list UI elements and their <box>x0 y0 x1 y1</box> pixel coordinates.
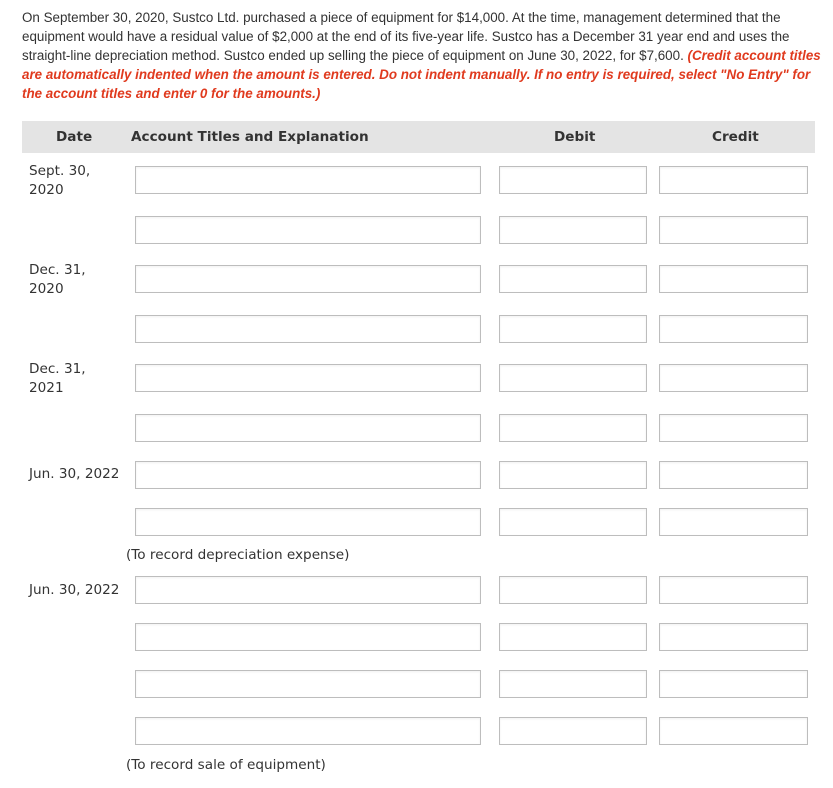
credit-input[interactable] <box>659 461 808 489</box>
header-date: Date <box>56 129 93 145</box>
problem-statement <box>22 8 822 103</box>
entry-date: Jun. 30, 2022 <box>29 582 120 598</box>
entry-date: Sept. 30, 2020 <box>29 163 91 198</box>
account-title-input[interactable] <box>135 216 481 244</box>
debit-input[interactable] <box>499 315 647 343</box>
credit-input[interactable] <box>659 623 808 651</box>
debit-input[interactable] <box>499 717 647 745</box>
credit-input[interactable] <box>659 216 808 244</box>
table-header <box>22 121 815 153</box>
debit-input[interactable] <box>499 414 647 442</box>
debit-input[interactable] <box>499 461 647 489</box>
account-title-input[interactable] <box>135 414 481 442</box>
header-account-titles: Account Titles and Explanation <box>131 129 369 145</box>
credit-input[interactable] <box>659 576 808 604</box>
account-title-input[interactable] <box>135 265 481 293</box>
debit-input[interactable] <box>499 216 647 244</box>
debit-input[interactable] <box>499 670 647 698</box>
account-title-input[interactable] <box>135 166 481 194</box>
credit-input[interactable] <box>659 166 808 194</box>
entry-date: Dec. 31, 2021 <box>29 361 86 396</box>
debit-input[interactable] <box>499 508 647 536</box>
instruction-note: (Credit account titles are automatically indented when the amount is entered. Do not indent manually. If no entry is required, select "No Entry" for the account titles and enter 0 for the amounts.) <box>22 48 821 101</box>
credit-input[interactable] <box>659 508 808 536</box>
problem-text: On September 30, 2020, Sustco Ltd. purchased a piece of equipment for $14,000. At the time, management determined that the equipment would have a residual value of $2,000 at the end of its five-year life. Sustco has a December 31 year end and uses the straight-line depreciation method. Sustco ended up selling the piece of equipment on June 30, 2022, for $7,600. <box>22 10 790 63</box>
debit-input[interactable] <box>499 265 647 293</box>
credit-input[interactable] <box>659 670 808 698</box>
debit-input[interactable] <box>499 623 647 651</box>
header-credit: Credit <box>712 129 759 145</box>
credit-input[interactable] <box>659 414 808 442</box>
account-title-input[interactable] <box>135 670 481 698</box>
entry-date: Dec. 31, 2020 <box>29 262 86 297</box>
credit-input[interactable] <box>659 717 808 745</box>
account-title-input[interactable] <box>135 623 481 651</box>
credit-input[interactable] <box>659 315 808 343</box>
credit-input[interactable] <box>659 364 808 392</box>
account-title-input[interactable] <box>135 461 481 489</box>
explanation-text: (To record sale of equipment) <box>126 757 326 773</box>
account-title-input[interactable] <box>135 364 481 392</box>
account-title-input[interactable] <box>135 717 481 745</box>
debit-input[interactable] <box>499 364 647 392</box>
account-title-input[interactable] <box>135 576 481 604</box>
account-title-input[interactable] <box>135 315 481 343</box>
debit-input[interactable] <box>499 576 647 604</box>
credit-input[interactable] <box>659 265 808 293</box>
debit-input[interactable] <box>499 166 647 194</box>
entry-date: Jun. 30, 2022 <box>29 466 120 482</box>
explanation-text: (To record depreciation expense) <box>126 547 350 563</box>
header-debit: Debit <box>554 129 596 145</box>
account-title-input[interactable] <box>135 508 481 536</box>
